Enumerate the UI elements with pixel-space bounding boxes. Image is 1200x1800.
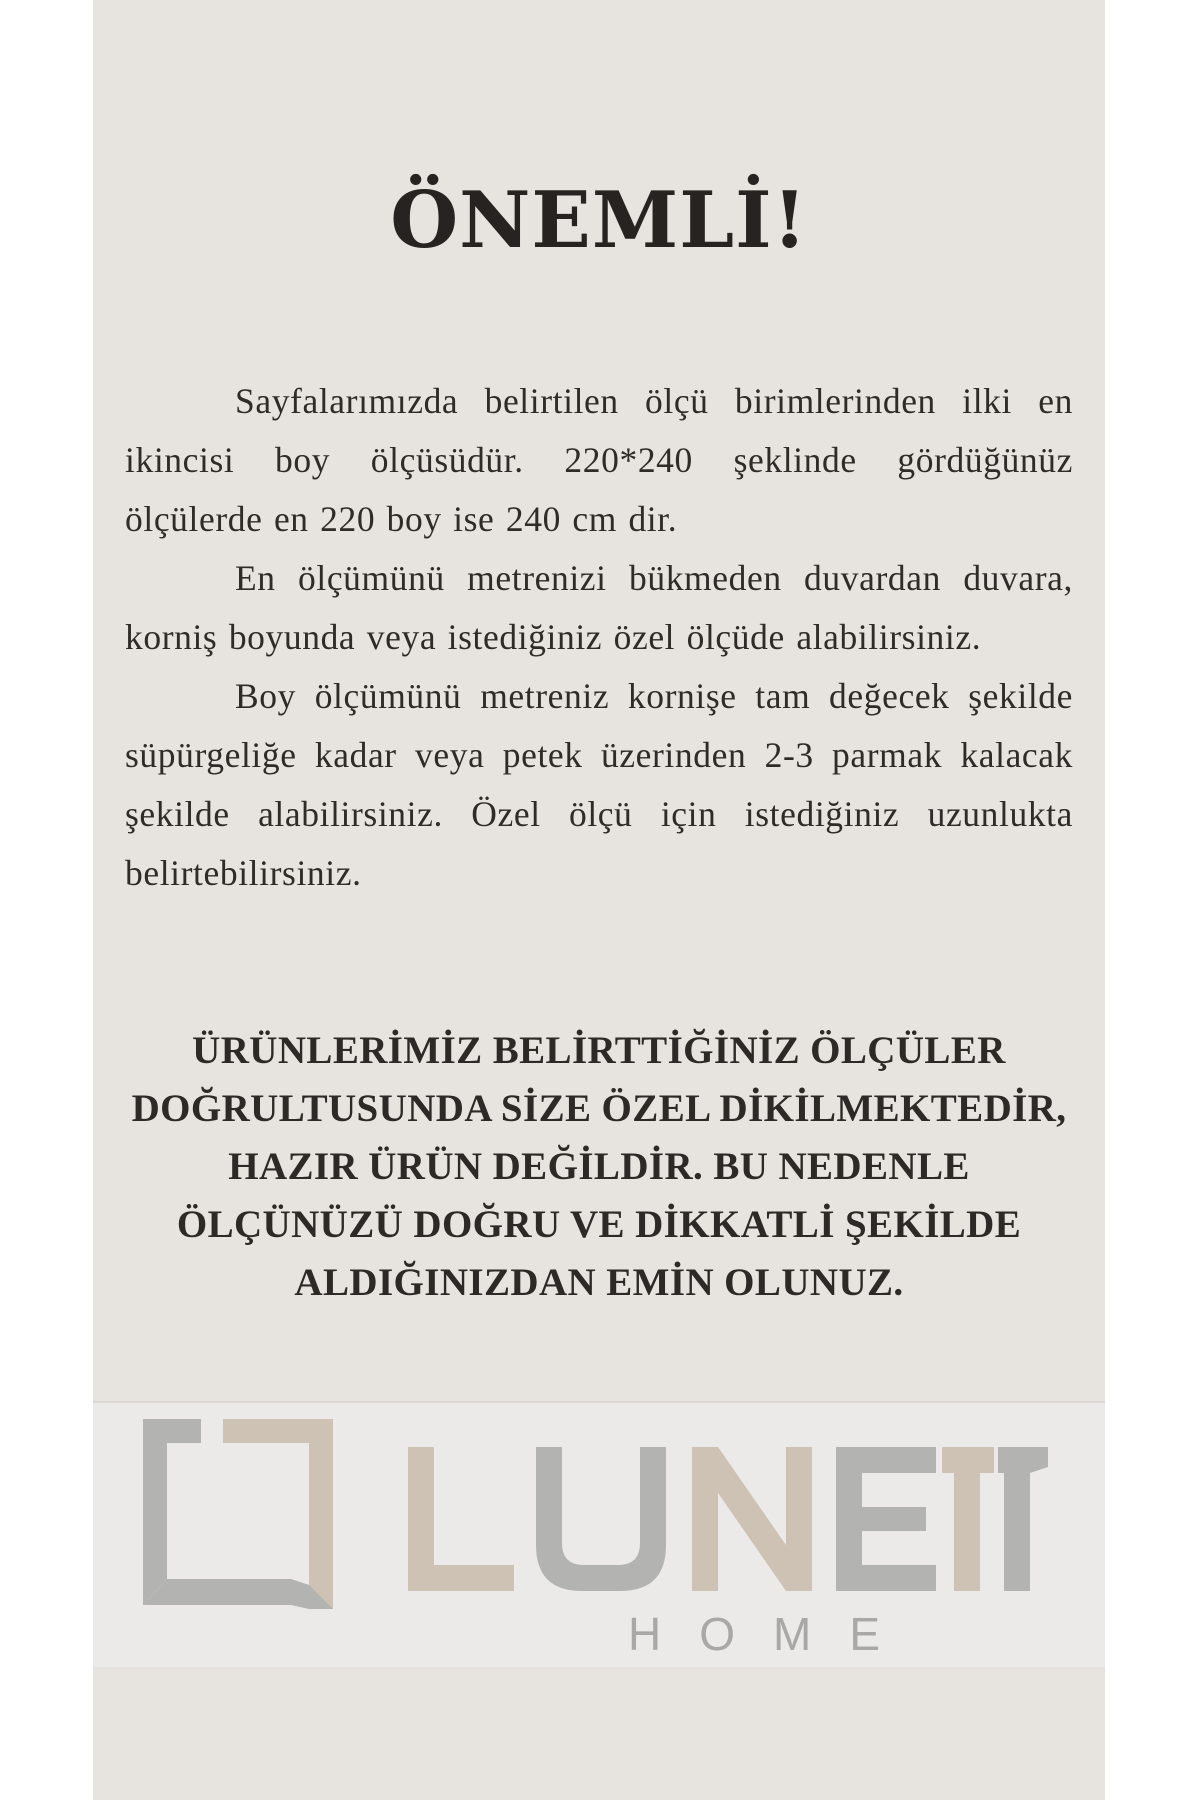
paragraph-units: Sayfalarımızda belirtilen ölçü birimlerinden ilki en ikincisi boy ölçüsüdür. 220*240 şeklinde gördüğünüz ölçülerde en 220 boy ise 240 cm dir. xyxy=(125,381,1073,539)
paragraph-height: Boy ölçümünü metreniz kornişe tam değecek şekilde süpürgeliğe kadar veya petek üzerinden 2-3 parmak kalacak şekilde alabilirsiniz. Özel ölçü için istediğiniz uzunlukta belirtebilirsiniz. xyxy=(125,676,1073,893)
lunett-wordmark xyxy=(408,1441,1048,1591)
custom-made-notice: ÜRÜNLERİMİZ BELİRTTİĞİNİZ ÖLÇÜLER DOĞRULTUSUNDA SİZE ÖZEL DİKİLMEKTEDİR, HAZIR ÜRÜN DEĞİLDİR. BU NEDENLE ÖLÇÜNÜZÜ DOĞRU VE DİKKATLİ ŞEKİLDE ALDIĞINIZDAN EMİN OLUNUZ. xyxy=(131,1029,1067,1304)
square-bracket-logo-icon xyxy=(143,1419,333,1609)
page-title: ÖNEMLİ! xyxy=(390,175,808,267)
paragraph-width: En ölçümünü metrenizi bükmeden duvardan duvara, korniş boyunda veya istediğiniz özel ölçüde alabilirsiniz. xyxy=(125,558,1073,657)
logo-tagline: HOME xyxy=(628,1608,918,1660)
logo-name xyxy=(93,1403,94,1404)
measurement-instructions xyxy=(125,372,1073,903)
brand-footer xyxy=(93,1401,1105,1667)
info-page xyxy=(93,0,1105,1800)
